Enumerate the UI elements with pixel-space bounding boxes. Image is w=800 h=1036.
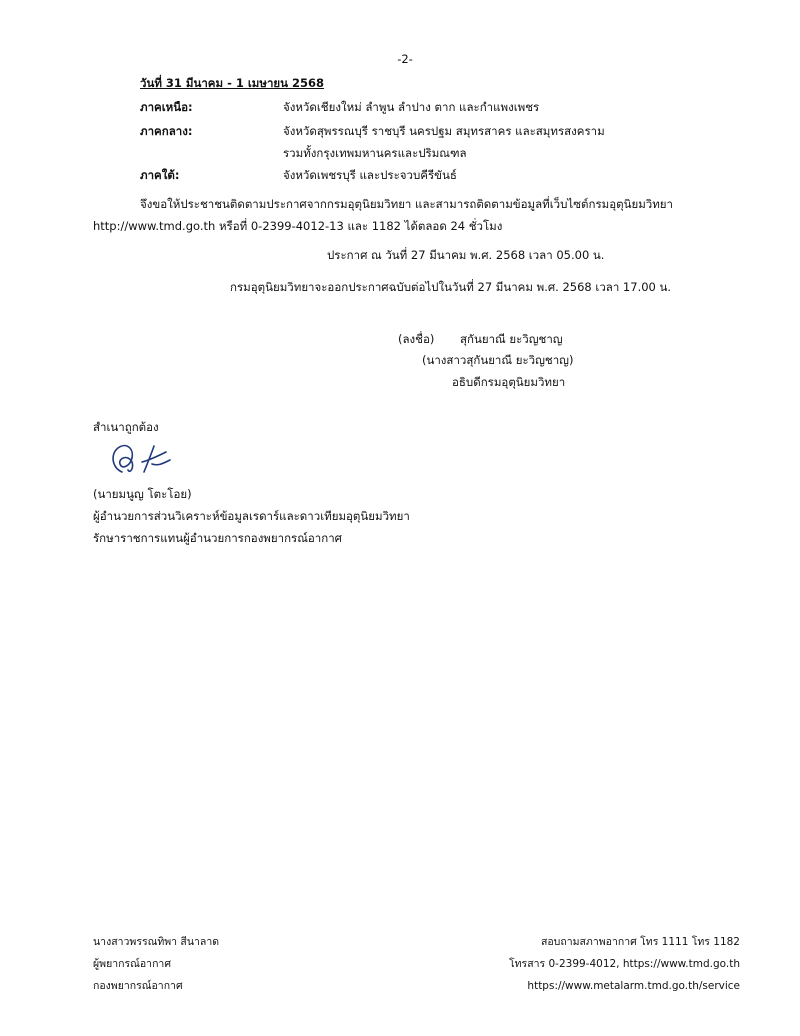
footer-department: กองพยากรณ์อากาศ [93,980,183,992]
signatory-full-name: (นางสาวสุกันยาณี ยะวิญชาญ) [422,353,574,367]
paragraph-line-2: http://www.tmd.go.th หรือที่ 0-2399-4012-13 และ 1182 ได้ตลอด 24 ชั่วโมง [93,219,503,233]
region-label-north: ภาคเหนือ: [140,100,193,114]
certifier-name: (นายมนูญ โตะโอย) [93,487,192,501]
page-number: -2- [397,52,413,66]
footer-forecaster-title: ผู้พยากรณ์อากาศ [93,958,171,970]
footer-contact-fax: โทรสาร 0-2399-4012, https://www.tmd.go.th [509,958,740,970]
paragraph-line-1: จึงขอให้ประชาชนติดตามประกาศจากกรมอุตุนิยมวิทยา และสามารถติดตามข้อมูลที่เว็บไซต์กรมอุตุนิยมวิทยา [140,197,674,211]
announcement-date: ประกาศ ณ วันที่ 27 มีนาคม พ.ศ. 2568 เวลา 05.00 น. [327,248,605,262]
certified-copy-label: สำเนาถูกต้อง [93,420,159,434]
certifier-position-2: รักษาราชการแทนผู้อำนวยการกองพยากรณ์อากาศ [93,531,342,545]
footer-contact-phone: สอบถามสภาพอากาศ โทร 1111 โทร 1182 [540,936,740,948]
next-announcement: กรมอุตุนิยมวิทยาจะออกประกาศฉบับต่อไปในวันที่ 27 มีนาคม พ.ศ. 2568 เวลา 17.00 น. [230,280,672,294]
region-provinces-north: จังหวัดเชียงใหม่ ลำพูน ลำปาง ตาก และกำแพงเพชร [283,100,540,114]
region-label-central: ภาคกลาง: [140,124,193,138]
region-provinces-south: จังหวัดเพชรบุรี และประจวบคีรีขันธ์ [283,168,457,182]
signatory-position: อธิบดีกรมอุตุนิยมวิทยา [452,375,566,389]
certifier-position-1: ผู้อำนวยการส่วนวิเคราะห์ข้อมูลเรดาร์และดาวเทียมอุตุนิยมวิทยา [93,509,410,523]
handwritten-signature [108,442,178,478]
signed-name: สุกันยาณี ยะวิญชาญ [460,332,563,346]
region-provinces-central: จังหวัดสุพรรณบุรี ราชบุรี นครปฐม สมุทรสาคร และสมุทรสงคราม [283,124,605,138]
footer-contact-service-link: https://www.metalarm.tmd.go.th/service [527,980,740,992]
region-provinces-central-2: รวมทั้งกรุงเทพมหานครและปริมณฑล [283,146,467,160]
region-label-south: ภาคใต้: [140,168,180,182]
date-heading: วันที่ 31 มีนาคม - 1 เมษายน 2568 [140,76,325,90]
footer-forecaster-name: นางสาวพรรณทิพา สีนาลาด [93,936,220,948]
signed-prefix: (ลงชื่อ) [398,332,435,346]
